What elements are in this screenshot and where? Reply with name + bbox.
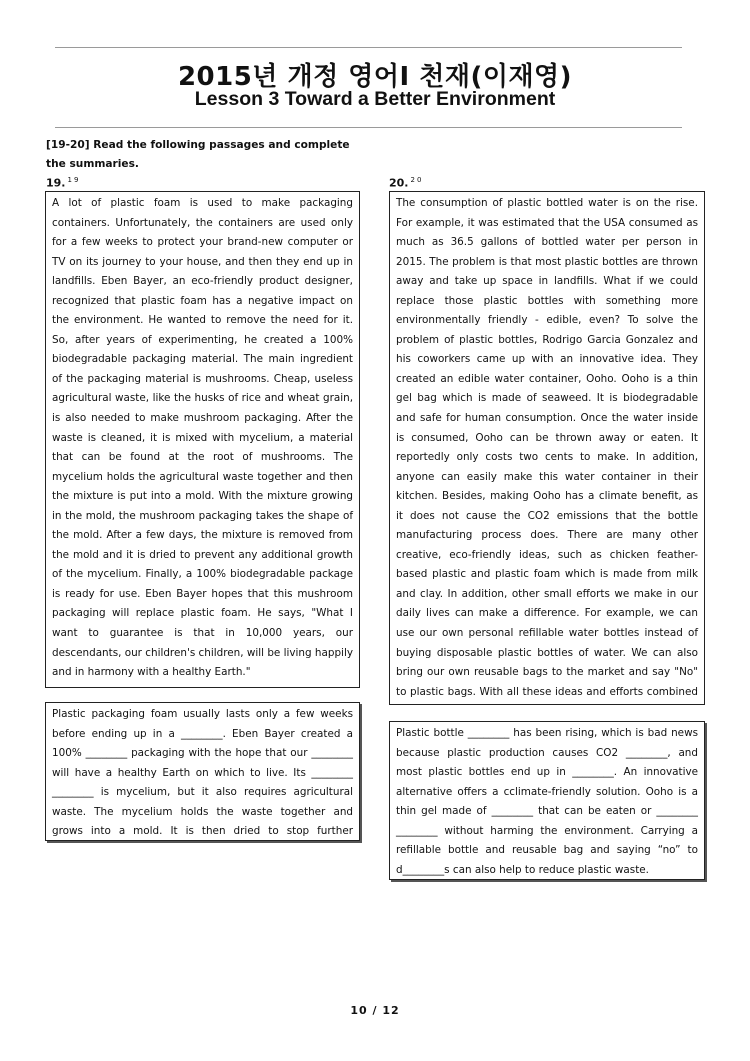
question-19-superscript: 19 <box>67 176 81 184</box>
question-19-passage: A lot of plastic foam is used to make packaging containers. Unfortunately, the containers are used only for a few weeks to protect your brand-new computer or TV on its journey to your house, and then they end up in landfills. Eben Bayer, an eco-friendly product designer, recognized that plastic foam has a negative impact on the environment. He wanted to remove the need for it. So, after years of experimenting, he created a 100% biodegradable packaging material. The main ingredient of the packaging material is mushrooms. Cheap, useless agricultural waste, like the husks of rice and wheat grain, is also needed to make mushroom packaging. After the waste is cleaned, it is mixed with mycelium, a material that can be found at the root of mushrooms. The mycelium holds the agricultural waste together and then the mixture is put into a mold. With the mixture growing in the mold, the mushroom packaging takes the shape of the mold. After a few days, the mixture is removed from the mold and it is dried to prevent any additional growth of the mycelium. Finally, a 100% biodegradable package is ready for use. Eben Bayer hopes that this mushroom packaging will replace plastic foam. He says, "What I want to guarantee is that in 10,000 years, our descendants, our children's children, will be living happily and in harmony with a healthy Earth." <box>45 191 360 688</box>
page-title-english: Lesson 3 Toward a Better Environment <box>194 88 556 110</box>
question-20-passage: The consumption of plastic bottled water is on the rise. For example, it was estimated that the USA consumed as much as 36.5 gallons of bottled water per person in 2015. The problem is that most plastic bottles are thrown away and take up space in landfills. What if we could replace those plastic bottles with something more environmentally friendly - edible, even? To solve the problem of plastic bottles, Rodrigo Garcia Gonzalez and his coworkers came up with an innovative idea. They created an edible water container, Ooho. Ooho is a thin gel bag which is made of seaweed. It is biodegradable and safe for human consumption. Once the water inside is consumed, Ooho can be thrown away or eaten. It reportedly only costs two cents to make. In addition, anyone can easily make this water container in their kitchen. Besides, making Ooho has a climate benefit, as it does not cause the CO2 emissions that the bottle manufacturing process does. There are many other creative, eco-friendly ideas, such as chicken feather-based plastic and plastic foam which is made from milk and clay. In addition, other small efforts we make in our daily lives can make a difference. For example, we can use our own personal refillable water bottles instead of buying disposable plastic bottles of water. We can also bring our own reusable bags to the market and say "No" to plastic bags. With all these ideas and efforts combined <box>389 191 705 705</box>
question-20-summary: Plastic bottle ________ has been rising, which is bad news because plastic production causes CO2 ________, and most plastic bottles end up in ________. An innovative alternative offers a cclimate-friendly solution. Ooho is a thin gel made of ________ that can be eaten or ________ ________ without harming the environment. Carrying a refillable bottle and reusable bag and saying “no” to d________s can also help to reduce plastic waste. <box>389 721 705 880</box>
title-divider <box>55 127 682 128</box>
question-20-number: 20. <box>389 176 409 190</box>
top-rule <box>55 47 682 48</box>
question-19-number: 19. <box>46 176 66 190</box>
page-indicator: 10 / 12 <box>350 1004 400 1017</box>
question-20-superscript: 20 <box>410 176 424 184</box>
question-19-summary: Plastic packaging foam usually lasts only a few weeks before ending up in a ________. Eben Bayer created a 100% ________ packaging with the hope that our ________ will have a healthy Earth on which to live. Its ________ ________ is mycelium, but it also requires agricultural waste. The mycelium holds the waste together and grows into a mold. It is then dried to stop further <box>45 702 360 841</box>
question-20-label <box>389 176 423 190</box>
page-title-korean: 2015년 개정 영어I 천재(이재영) <box>177 62 573 92</box>
question-19-label <box>46 176 80 190</box>
instructions: [19-20] Read the following passages and complete the summaries. <box>46 139 350 170</box>
